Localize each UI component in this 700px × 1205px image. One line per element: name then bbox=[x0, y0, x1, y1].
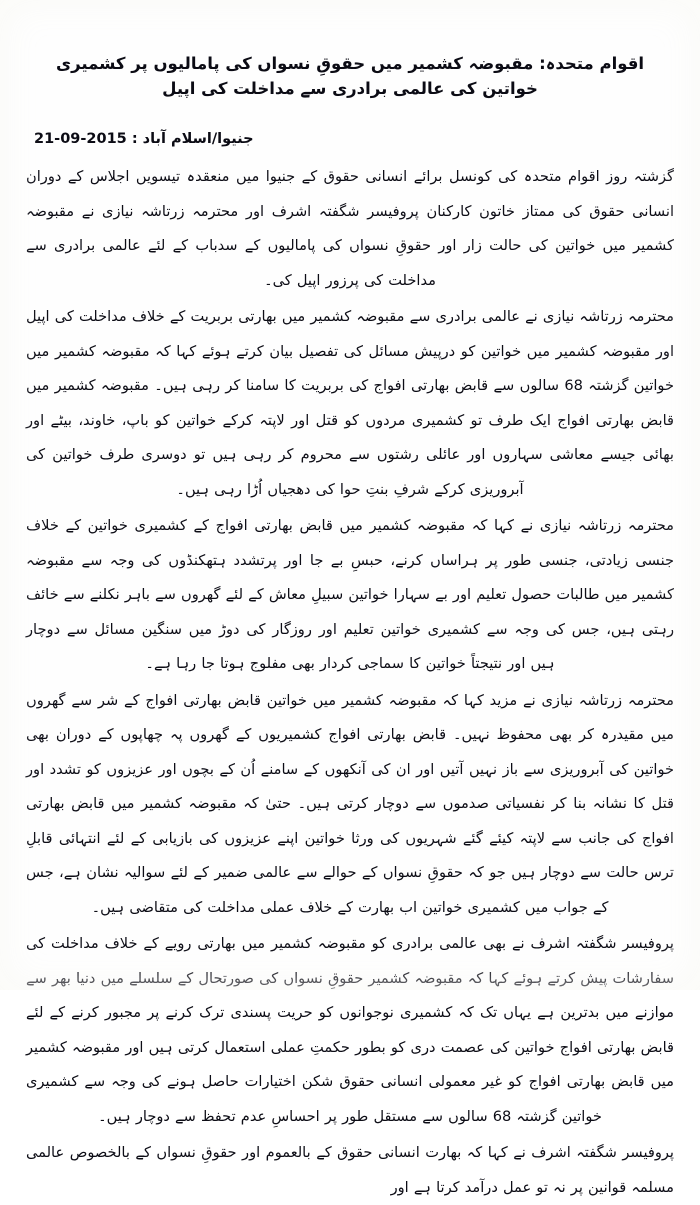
paragraph-4: محترمہ زرتاشہ نیازی نے مزید کہا کہ مقبوضہ کشمیر میں خواتین قابض بھارتی افواج کے شر سے گھروں میں مقیدرہ کر بھی محفوظ نہیں۔ قابض بھارتی افواج کشمیریوں کے گھروں پہ چھاپوں کے دوران بھی خواتین کی آبروریزی سے باز نہیں آتیں اور ان کی آنکھوں کے سامنے اُن کے بچوں اور عزیزوں کو تشدد اور قتل کا نشانہ بنا کر نفسیاتی صدموں سے دوچار کرتی ہیں۔ حتیٰ کہ مقبوضہ کشمیر میں قابض بھارتی افواج کی جانب سے لاپتہ کیئے گئے شہریوں کی ورثا خواتین اپنے عزیزوں کی بازیابی کے لئے انتہائی قابلِ ترس حالت سے دوچار ہیں جو کہ حقوقِ نسواں کے حوالے سے عالمی ضمیر کے لئے سوالیہ نشان ہے، جس کے جواب میں کشمیری خواتین اب بھارت کے خلاف عملی مداخلت کی متقاضی ہیں۔ bbox=[26, 691, 674, 916]
dateline bbox=[34, 131, 254, 147]
paragraph-2: محترمہ زرتاشہ نیازی نے عالمی برادری سے مقبوضہ کشمیر میں بھارتی بربریت کے خلاف مداخلت کی اپیل اور مقبوضہ کشمیر میں خواتین کو درپیش مسائل کی تفصیل بیان کرتے ہوئے کہا کہ مقبوضہ کشمیر میں خواتین گزشتہ 68 سالوں سے قابض بھارتی افواج کی بربریت کا سامنا کر رہی ہیں۔ مقبوضہ کشمیر میں قابض بھارتی افواج ایک طرف تو کشمیری مردوں کو قتل اور لاپتہ کرکے خواتین کو باپ، خاوند، بیٹے اور بھائی جیسے معاشی سہاروں اور عائلی رشتوں سے محروم کر رہی ہیں تو دوسری طرف خواتین کی آبروریزی کرکے شرفِ بنتِ حوا کی دھجیاں اُڑا رہی ہیں۔ bbox=[26, 308, 674, 498]
dateline-place: جنیوا/اسلام آباد : bbox=[131, 131, 254, 147]
document-body bbox=[26, 160, 674, 1196]
paragraph-1: گزشتہ روز اقوام متحدہ کی کونسل برائے انسانی حقوق کے جنیوا میں منعقدہ تیسویں اجلاس کے دوران انسانی حقوق کی ممتاز خاتون کارکنان پروفیسر شگفتہ اشرف اور محترمہ زرتاشہ نیازی نے مقبوضہ کشمیر میں خواتین کی حالت زار اور حقوقِ نسواں کی پامالیوں کے سدباب کے لئے عالمی برادری سے مداخلت کی پرزور اپیل کی۔ bbox=[26, 168, 674, 289]
paragraph-5: پروفیسر شگفتہ اشرف نے بھی عالمی برادری کو مقبوضہ کشمیر میں بھارتی رویے کے خلاف مداخلت کی سفارشات پیش کرتے ہوئے کہا کہ مقبوضہ کشمیر حقوقِ نسواں کی صورتحال کے سلسلے میں دنیا بھر سے موازنے میں بدترین ہے یہاں تک کہ کشمیری نوجوانوں کو حریت پسندی ترک کرنے پر مجبور کرنے کے لئے قابض بھارتی افواج خواتین کی عصمت دری کو بطور حکمتِ عملی استعمال کرتی ہیں اور مقبوضہ کشمیر میں قابض بھارتی افواج کو غیر معمولی انسانی حقوق شکن اختیارات حاصل ہونے کی وجہ سے کشمیری خواتین گزشتہ 68 سالوں سے مستقل طور پر احساسِ عدم تحفظ سے دوچار ہیں۔ bbox=[26, 935, 674, 1125]
paragraph-3: محترمہ زرتاشہ نیازی نے کہا کہ مقبوضہ کشمیر میں قابض بھارتی افواج کے کشمیری خواتین کے خلاف جنسی زیادتی، جنسی طور پر ہراساں کرنے، حبسِ بے جا اور پرتشدد ہتھکنڈوں کی وجہ سے مقبوضہ کشمیر میں طالبات حصول تعلیم اور بے سہارا خواتین سبیلِ معاش کے لئے گھروں سے باہر نکلنے سے خائف رہتی ہیں، جس کی وجہ سے کشمیری خواتین تعلیم اور روزگار کی دوڑ میں سنگین مسائل سے دوچار ہیں اور نتیجتاً خواتین کا سماجی کردار بھی مفلوج ہوتا جا رہا ہے۔ bbox=[26, 517, 674, 672]
dateline-row bbox=[34, 128, 666, 147]
paragraph-6: پروفیسر شگفتہ اشرف نے کہا کہ بھارت انسانی حقوق کے بالعموم اور حقوقِ نسواں کے بالخصوص عالمی مسلمہ قوانین پر نہ تو عمل درآمد کرتا ہے اور bbox=[26, 1144, 674, 1196]
dateline-date: 21-09-2015 bbox=[34, 131, 127, 147]
page-title: اقوام متحدہ: مقبوضہ کشمیر میں حقوقِ نسواں کی پامالیوں پر کشمیری خواتین کی عالمی برادری سے مداخلت کی اپیل bbox=[55, 54, 645, 98]
